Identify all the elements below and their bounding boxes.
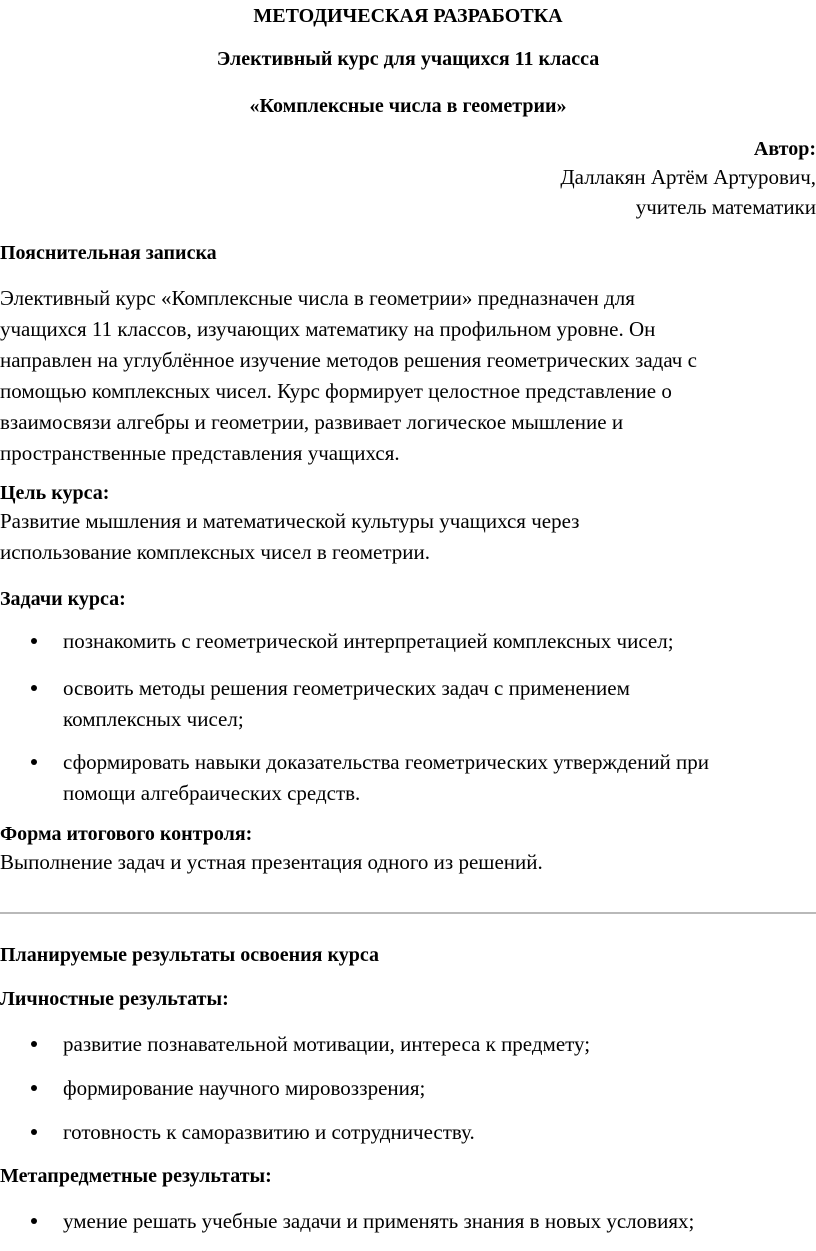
text-line: учащихся 11 классов, изучающих математику на профильном уровне. Он xyxy=(0,317,656,341)
text-line: помощи алгебраических средств. xyxy=(63,781,361,805)
text-line: пространственные представления учащихся. xyxy=(0,441,400,465)
author-position: учитель математики xyxy=(635,195,816,219)
list-item xyxy=(0,747,709,809)
explanatory-note-heading: Пояснительная записка xyxy=(0,242,217,264)
text-line: умение решать учебные задачи и применять знания в новых условиях; xyxy=(63,1209,695,1233)
list-item xyxy=(0,1073,425,1104)
bullet-icon xyxy=(31,638,37,644)
goal-text xyxy=(0,506,816,568)
document-subtitle: Элективный курс для учащихся 11 класса xyxy=(216,48,600,70)
final-control-text xyxy=(0,847,816,878)
document-title: МЕТОДИЧЕСКАЯ РАЗРАБОТКА xyxy=(253,5,563,27)
author-block xyxy=(560,136,816,222)
tasks-heading: Задачи курса: xyxy=(0,588,126,610)
final-control-heading: Форма итогового контроля: xyxy=(0,823,253,845)
list-item xyxy=(0,626,674,657)
text-line: Элективный курс «Комплексные числа в геометрии» предназначен для xyxy=(0,286,635,310)
text-line: взаимосвязи алгебры и геометрии, развивает логическое мышление и xyxy=(0,410,624,434)
metasubject-results-heading: Метапредметные результаты: xyxy=(0,1165,272,1187)
text-line: познакомить с геометрической интерпретацией комплексных чисел; xyxy=(63,629,674,653)
text-line: использование комплексных чисел в геометрии. xyxy=(0,540,431,564)
text-line: готовность к саморазвитию и сотрудничеству. xyxy=(63,1120,475,1144)
planned-results-heading: Планируемые результаты освоения курса xyxy=(0,944,379,966)
personal-results-heading: Личностные результаты: xyxy=(0,988,229,1010)
course-name: «Комплексные числа в геометрии» xyxy=(249,95,567,117)
author-label: Автор: xyxy=(753,138,816,160)
text-line: Развитие мышления и математической культуры учащихся через xyxy=(0,509,580,533)
list-item xyxy=(0,1206,694,1237)
horizontal-divider xyxy=(0,912,816,914)
author-name: Даллакян Артём Артурович, xyxy=(560,165,816,189)
explanatory-note-text xyxy=(0,283,816,469)
list-item xyxy=(0,673,630,735)
text-line: освоить методы решения геометрических задач с применением xyxy=(63,676,630,700)
text-line: формирование научного мировоззрения; xyxy=(63,1076,426,1100)
list-item xyxy=(0,1029,590,1060)
text-line: Выполнение задач и устная презентация одного из решений. xyxy=(0,850,543,874)
text-line: развитие познавательной мотивации, интереса к предмету; xyxy=(63,1032,591,1056)
bullet-icon xyxy=(31,1129,37,1135)
text-line: помощью комплексных чисел. Курс формирует целостное представление о xyxy=(0,379,672,403)
goal-heading: Цель курса: xyxy=(0,482,110,504)
text-line: сформировать навыки доказательства геометрических утверждений при xyxy=(63,750,710,774)
bullet-icon xyxy=(31,1218,37,1224)
bullet-icon xyxy=(31,1085,37,1091)
bullet-icon xyxy=(31,685,37,691)
text-line: направлен на углублённое изучение методов решения геометрических задач с xyxy=(0,348,697,372)
bullet-icon xyxy=(31,759,37,765)
text-line: комплексных чисел; xyxy=(63,707,244,731)
list-item xyxy=(0,1117,475,1148)
bullet-icon xyxy=(31,1041,37,1047)
